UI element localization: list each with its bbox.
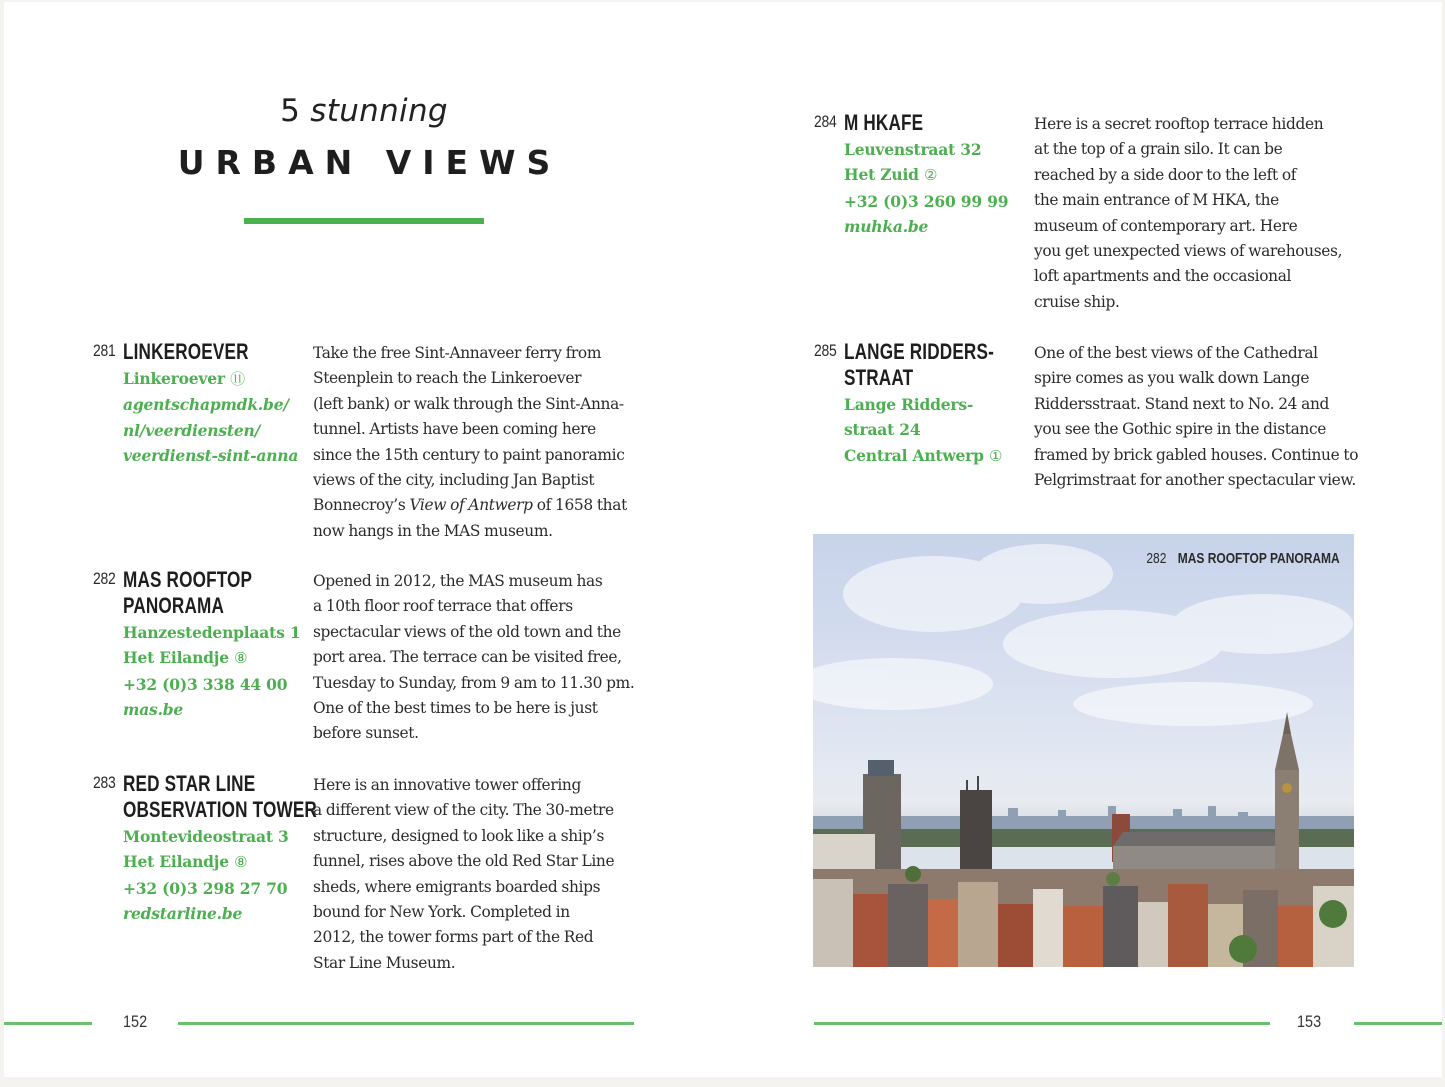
entry-info <box>123 824 313 927</box>
entry-name: RED STAR LINE OBSERVATION TOWER <box>123 771 317 822</box>
entry-number: 283 <box>93 773 116 792</box>
entry-address: straat 24 <box>844 420 921 440</box>
entry-number: 282 <box>93 569 116 588</box>
entry-website-link[interactable]: redstarline.be <box>123 904 243 924</box>
entry-description: One of the best views of the Cathedral spire comes as you walk down Lange Riddersstraat. Stand next to No. 24 and you see the Gothic spire in the distance framed by brick gabled houses. Continue to Pelgrimstraat for another spectacular view. <box>1034 344 1359 490</box>
artwork-title: View of Antwerp <box>409 496 533 515</box>
entry-phone: +32 (0)3 338 44 00 <box>123 674 288 694</box>
entry-number: 285 <box>814 341 837 360</box>
footer-rule <box>178 1022 634 1025</box>
entry-website-link[interactable]: agentschapmdk.be/ <box>123 395 289 415</box>
footer-rule <box>1354 1022 1442 1025</box>
section-title <box>94 90 634 188</box>
entry-info <box>123 366 313 469</box>
page-number: 153 <box>1297 1012 1322 1031</box>
entry-area: Central Antwerp ① <box>844 445 1003 465</box>
entry-phone: +32 (0)3 260 99 99 <box>844 191 1009 211</box>
entry-number: 281 <box>93 341 116 360</box>
entry-address: Hanzestedenplaats 1 <box>123 623 301 642</box>
entry-address: Lange Ridders- <box>844 395 974 414</box>
entry-website-link[interactable]: veerdienst-sint-anna <box>123 446 299 466</box>
footer-rule <box>814 1022 1270 1025</box>
entry-area: Het Eilandje ⑧ <box>123 852 248 872</box>
photo-caption-name: MAS ROOFTOP PANORAMA <box>1177 550 1340 567</box>
title-heading: URBAN VIEWS <box>177 143 562 182</box>
entry-address: Linkeroever ⑪ <box>123 369 245 388</box>
title-number: 5 <box>280 93 301 129</box>
entry-name: MAS ROOFTOP PANORAMA <box>123 567 253 618</box>
entry-name: M HKAFE <box>844 110 924 135</box>
entry-website-link[interactable]: muhka.be <box>844 217 929 237</box>
entry-address: Montevideostraat 3 <box>123 827 289 846</box>
entry-area: Het Zuid ② <box>844 165 938 185</box>
transit-zone-icon: ⑧ <box>234 649 248 668</box>
entry-website-link[interactable]: nl/veerdiensten/ <box>123 420 261 440</box>
entry-phone: +32 (0)3 298 27 70 <box>123 878 288 898</box>
page-number: 152 <box>123 1012 148 1031</box>
entry-description: Take the free Sint-Annaveer ferry from Steenplein to reach the Linkeroever (left bank) or walk through the Sint-Anna- tunnel. Artists have been coming here since the 15th century to paint panoramic views of the city, including Jan Baptist Bonnecroy’s View of Antwerp of 1658 that now hangs in the MAS museum. <box>313 344 627 540</box>
photo-caption-number: 282 <box>1146 550 1167 567</box>
transit-zone-icon: ② <box>923 166 938 185</box>
entry-name: LINKEROEVER <box>123 339 249 364</box>
entry-area: Het Eilandje ⑧ <box>123 648 248 668</box>
title-underline <box>244 218 484 224</box>
photo-caption <box>1147 550 1340 567</box>
entry-info <box>123 620 313 723</box>
transit-zone-icon: ⑪ <box>230 370 245 388</box>
footer-rule <box>4 1022 92 1025</box>
entry-description: Here is an innovative tower offering a different view of the city. The 30-metre structure, designed to look like a ship’s funnel, rises above the old Red Star Line sheds, where emigrants boarded ships bound for New York. Completed in 2012, the tower forms part of the Red Star Line Museum. <box>313 776 615 972</box>
book-spread <box>4 2 1442 1077</box>
entry-info <box>844 137 1034 240</box>
entry-description: Here is a secret rooftop terrace hidden at the top of a grain silo. It can be reached by a side door to the left of the main entrance of M HKA, the museum of contemporary art. Here you get unexpected views of warehouses, loft apartments and the occasional cruise ship. <box>1034 115 1343 311</box>
entry-address: Leuvenstraat 32 <box>844 140 982 159</box>
entry-name: LANGE RIDDERS- STRAAT <box>844 339 994 390</box>
transit-zone-icon: ① <box>989 446 1003 465</box>
transit-zone-icon: ⑧ <box>234 853 248 872</box>
skyline-photo <box>813 534 1354 967</box>
entry-info <box>844 392 1034 469</box>
entry-number: 284 <box>814 112 837 131</box>
title-small-word: stunning <box>310 93 448 129</box>
title-subheading <box>94 90 634 132</box>
antwerp-skyline-illustration <box>813 534 1354 967</box>
entry-website-link[interactable]: mas.be <box>123 700 184 720</box>
entry-description: Opened in 2012, the MAS museum has a 10th floor roof terrace that offers spectacular views of the old town and the port area. The terrace can be visited free, Tuesday to Sunday, from 9 am to 11.30 pm. One of the best times to be here is just before sunset. <box>313 572 635 743</box>
